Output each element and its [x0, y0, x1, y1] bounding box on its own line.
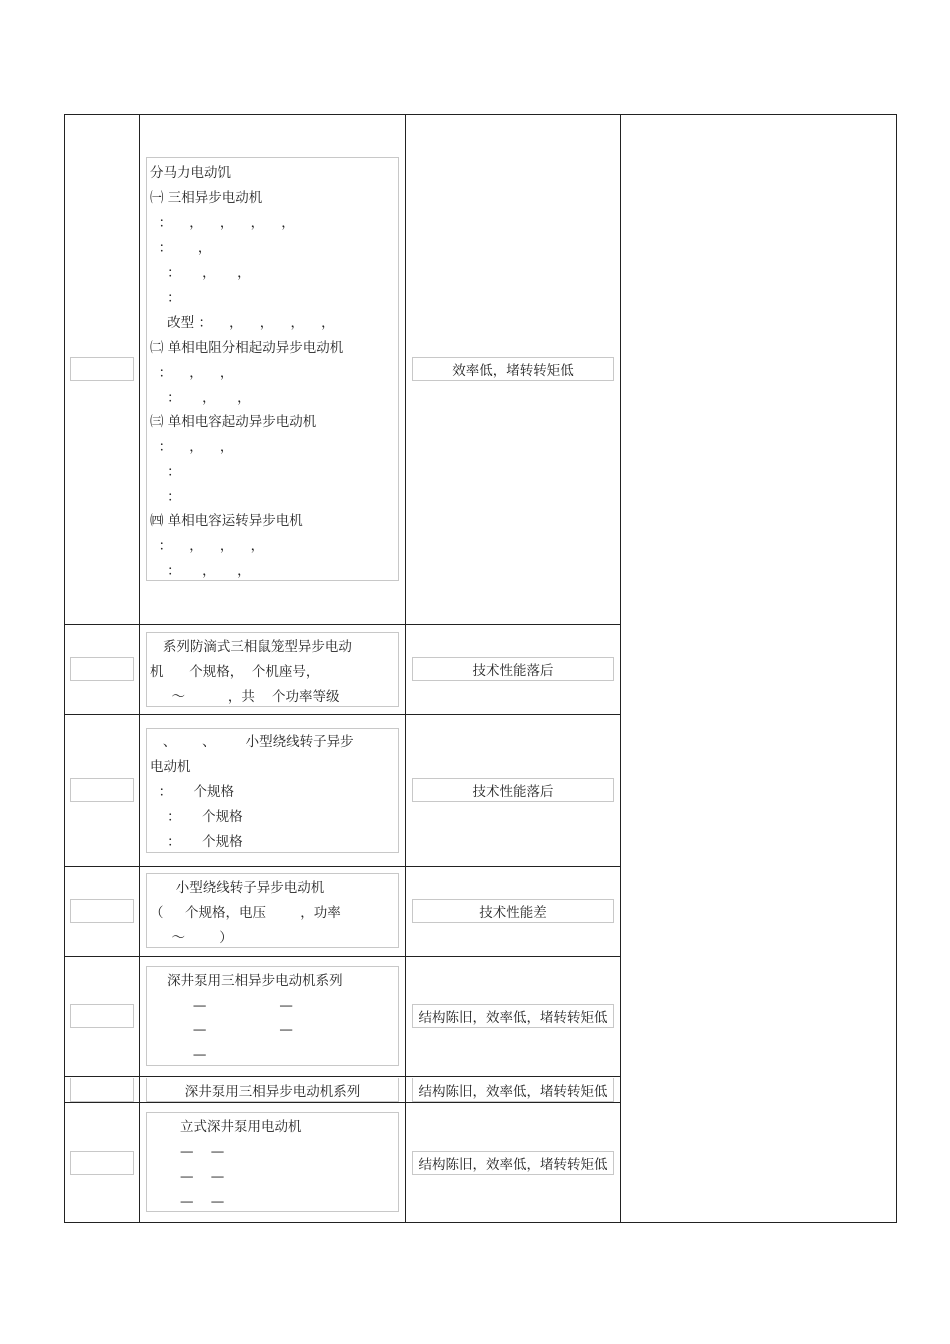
- product-line: ～ ，共 个功率等级: [150, 689, 340, 705]
- product-line: ： ， ，: [150, 390, 251, 406]
- product-line: ： ， ，: [150, 563, 251, 579]
- product-line: 电动机: [150, 759, 191, 775]
- product-line: 分马力电动饥: [150, 165, 231, 181]
- product-line: ～ ）: [150, 930, 233, 946]
- remark-text: 效率低，堵转转矩低: [452, 363, 574, 379]
- product-line: 系列防滴式三相鼠笼型异步电动: [150, 639, 352, 655]
- remark-text: 结构陈旧，效率低，堵转转矩低: [418, 1157, 608, 1173]
- table-rule: [64, 1102, 621, 1103]
- table-rule: [64, 956, 621, 957]
- remark-text: 结构陈旧，效率低，堵转转矩低: [418, 1010, 608, 1026]
- product-line: （ 个规格，电压 ，功率: [150, 905, 341, 921]
- product-line: ：: [150, 290, 181, 306]
- product-line: ： 个规格: [150, 834, 243, 850]
- product-line: ： 个规格: [150, 809, 243, 825]
- product-line: —: [150, 1047, 207, 1063]
- table-rule: [64, 1076, 621, 1077]
- index-box: [70, 657, 134, 681]
- remark-text: 技术性能落后: [472, 663, 554, 679]
- index-box: [70, 1151, 134, 1175]
- product-line: ： 个规格: [150, 784, 235, 800]
- product-line: ： ， ， ， ，: [150, 215, 295, 231]
- remark-text: 结构陈旧，效率低，堵转转矩低: [418, 1084, 608, 1100]
- product-line: ： ，: [150, 240, 212, 256]
- index-box: [70, 778, 134, 802]
- product-line: — —: [150, 1194, 225, 1210]
- table-rule: [64, 114, 897, 115]
- product-line: — —: [150, 998, 293, 1014]
- product-line: 改型 ： ， ， ， ，: [150, 315, 335, 331]
- product-line: 、 、 小型绕线转子异步: [150, 734, 354, 750]
- product-line: ：: [150, 489, 181, 505]
- product-line: ：: [150, 464, 181, 480]
- product-line: 深井泵用三相异步电动机系列: [150, 973, 343, 989]
- product-line: 深井泵用三相异步电动机系列: [184, 1084, 361, 1100]
- product-line: ㈢ 单相电容起动异步电动机: [150, 414, 317, 430]
- product-line: ： ， ，: [150, 439, 234, 455]
- product-line: 机 个规格， 个机座号，: [150, 664, 320, 680]
- product-line: — —: [150, 1144, 225, 1160]
- product-line: ： ， ，: [150, 265, 251, 281]
- index-box: [70, 1004, 134, 1028]
- product-line: 立式深井泵用电动机: [150, 1119, 302, 1135]
- product-line: ㈣ 单相电容运转异步电机: [150, 513, 303, 529]
- product-line: 小型绕线转子异步电动机: [150, 880, 325, 896]
- table-rule: [620, 114, 621, 1223]
- table-rule: [64, 1222, 897, 1223]
- product-line: ㈠ 三相异步电动机: [150, 190, 263, 206]
- remark-text: 技术性能差: [479, 905, 547, 921]
- table-rule: [64, 714, 621, 715]
- index-box: [70, 899, 134, 923]
- index-box: [70, 357, 134, 381]
- product-line: — —: [150, 1169, 225, 1185]
- table-rule: [896, 114, 897, 1223]
- index-box: [70, 1078, 134, 1102]
- product-line: ： ， ， ，: [150, 538, 265, 554]
- table-rule: [64, 624, 621, 625]
- table-rule: [64, 866, 621, 867]
- product-line: ㈡ 单相电阻分相起动异步电动机: [150, 340, 344, 356]
- product-line: ： ， ，: [150, 365, 234, 381]
- table-rule: [405, 114, 406, 1223]
- table-rule: [139, 114, 140, 1223]
- product-line: — —: [150, 1022, 293, 1038]
- remark-text: 技术性能落后: [472, 784, 554, 800]
- table-rule: [64, 114, 65, 1223]
